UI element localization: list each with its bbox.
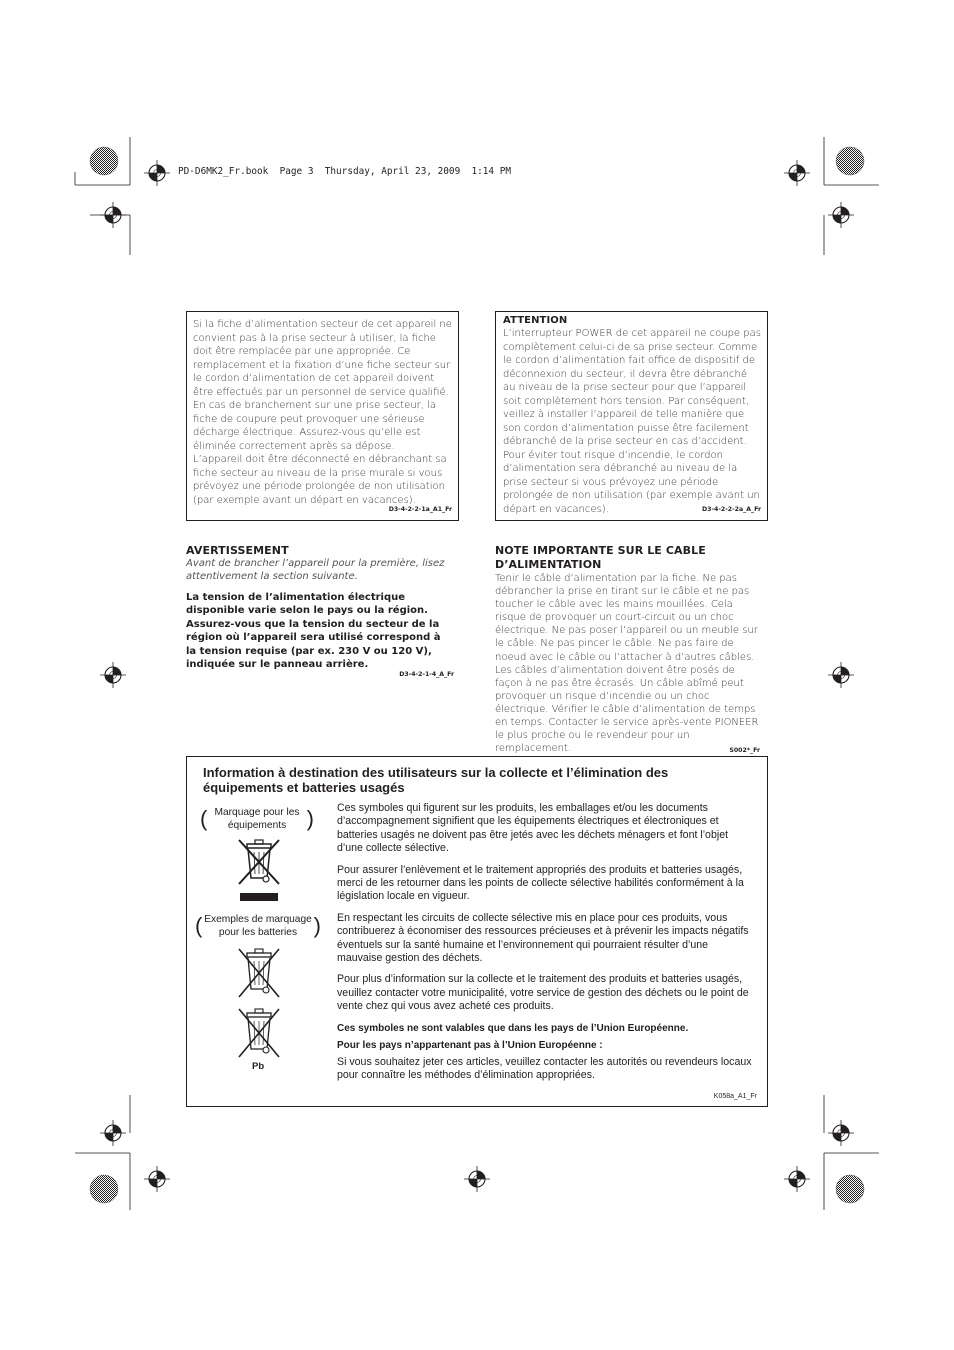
plug-replacement-text: Si la fiche d’alimentation secteur de cet appareil ne convient pas à la prise secteur à utiliser, la fiche doit être remplacée par une appropriée. Ce remplacement et la fixation d’une fiche secteur sur le cordon d’alimentation de cet appareil doivent être effectués par un personnel de service qualifié. En cas de branchement sur une prise secteur, la fiche de coupure peut provoquer une sérieuse décharge électrique. Assurez-vous qu’elle est éliminée correctement après sa dépose. — [193, 319, 452, 452]
crossed-bin-icon — [237, 838, 281, 903]
weee-paragraph-2: Pour assurer l’enlèvement et le traitement appropriés des produits et batteries usagés, merci de les retourner dans les points de collecte sélective habilités conformément à la législation locale en vigueur. — [337, 863, 744, 903]
starburst-mark — [90, 147, 118, 175]
reference-code: D3-4-2-2-1a_A1_Fr — [388, 506, 452, 513]
weee-paragraph-5: Si vous souhaitez jeter ces articles, veuillez contacter les autorités ou revendeurs locaux pour connaître les méthodes d’élimination appropriées. — [337, 1055, 752, 1082]
power-cable-note-section — [495, 544, 765, 755]
book-file-header: PD-D6MK2_Fr.book Page 3 Thursday, April 23, 2009 1:14 PM — [178, 166, 512, 177]
equipment-marking-label: ( Marquage pour les équipements ) — [200, 806, 314, 831]
weee-pictograms — [195, 804, 321, 1104]
weee-title: Information à destination des utilisateurs sur la collecte et l’élimination des équipements et batteries usagés — [203, 765, 669, 795]
weee-text-column — [337, 802, 755, 1091]
power-plug-notice-box — [186, 311, 459, 521]
reference-code: S002*_Fr — [729, 747, 760, 755]
eu-only-notice: Ces symboles ne sont valables que dans les pays de l’Union Européenne. — [337, 1022, 689, 1034]
weee-information-box — [186, 756, 768, 1107]
weee-paragraph-3: En respectant les circuits de collecte sélective mis en place pour ces produits, vous contribuerez à économiser des ressources précieuses et à prévenir les impacts négatifs éventuels sur la santé humaine et l’environnement qui pourraient résulter d’une mauvaise gestion des déchets. — [337, 911, 749, 965]
reference-code: D3-4-2-1-4_A_Fr — [399, 671, 454, 679]
avertissement-subtitle: Avant de brancher l’appareil pour la première, lisez attentivement la section suivante. — [186, 558, 445, 582]
lead-symbol-label: Pb — [252, 1061, 265, 1072]
crossed-bin-battery-icon — [237, 947, 281, 999]
battery-marking-label: ( Exemples de marquage pour les batteries ) — [195, 913, 321, 938]
attention-box — [495, 311, 768, 521]
voltage-warning-text: La tension de l’alimentation électrique disponible varie selon le pays ou la région. Assurez-vous que la tension du secteur de la région où l’appareil sera utilisé correspond à la tension requise (par ex. 230 V ou 120 V), indiquée sur le panneau arrière. — [186, 592, 441, 671]
crossed-bin-lead-battery-icon — [237, 1007, 281, 1059]
attention-title: ATTENTION — [503, 315, 568, 326]
weee-paragraph-4: Pour plus d’information sur la collecte et le traitement des produits et batteries usagés, veuillez contacter votre municipalité, votre service de gestion des déchets ou le point de vente chez qui vous avez acheté ces produits. — [337, 973, 749, 1013]
attention-text: L’interrupteur POWER de cet appareil ne coupe pas complètement celui-ci de sa prise secteur. Comme le cordon d’alimentation fait office de dispositif de déconnexion du secteur, il devra être débranché au niveau de la prise secteur pour que l’appareil soit complètement hors tension. Par conséquent, veillez à installer l’appareil de telle manière que son cordon d’alimentation puisse être facilement débranché de la prise secteur en cas d’accident. Pour éviter tout risque d’incendie, le cordon d’alimentation sera débranché au niveau de la prise secteur si vous prévoyez une période prolongée de non utilisation (par exemple avant un départ en vacances). — [503, 328, 761, 515]
disconnect-text: L’appareil doit être déconnecté en débranchant sa fiche secteur au niveau de la prise murale si vous prévoyez une période prolongée de non utilisation (par exemple avant un départ en vacances). — [193, 454, 447, 506]
cable-note-title: NOTE IMPORTANTE SUR LE CABLE D’ALIMENTATION — [495, 544, 706, 571]
cable-note-text: Tenir le câble d’alimentation par la fiche. Ne pas débrancher la prise en tirant sur le câble et ne pas toucher le câble avec les mains mouillées. Cela risque de provoquer un court-circuit ou un choc électrique. Ne pas poser l’appareil ou un meuble sur le câble. Ne pas pincer le câble. Ne pas faire de noeud avec le câble ou l’attacher à d’autres câbles. Les câbles d’alimentation doivent être posés de façon à ne pas être écrasés. Un câble abîmé peut provoquer un risque d’incendie ou un choc électrique. Vérifier le câble d’alimentation de temps en temps. Contacter le service après-vente PIONEER le plus proche ou le revendeur pour un remplacement. — [495, 573, 759, 755]
reference-code: D3-4-2-2-2a_A_Fr — [702, 506, 761, 513]
non-eu-heading: Pour les pays n’appartenant pas à l’Union Européenne : — [337, 1039, 603, 1051]
avertissement-title: AVERTISSEMENT — [186, 544, 289, 557]
reference-code: K058a_A1_Fr — [713, 1093, 757, 1100]
avertissement-section — [186, 544, 454, 678]
weee-paragraph-1: Ces symboles qui figurent sur les produits, les emballages et/ou les documents d’accompagnement signifient que les équipements électriques et électroniques et batteries usagés ne doivent pas être jetés avec les déchets ménagers et font l’objet d’une collecte sélective. — [337, 802, 729, 855]
